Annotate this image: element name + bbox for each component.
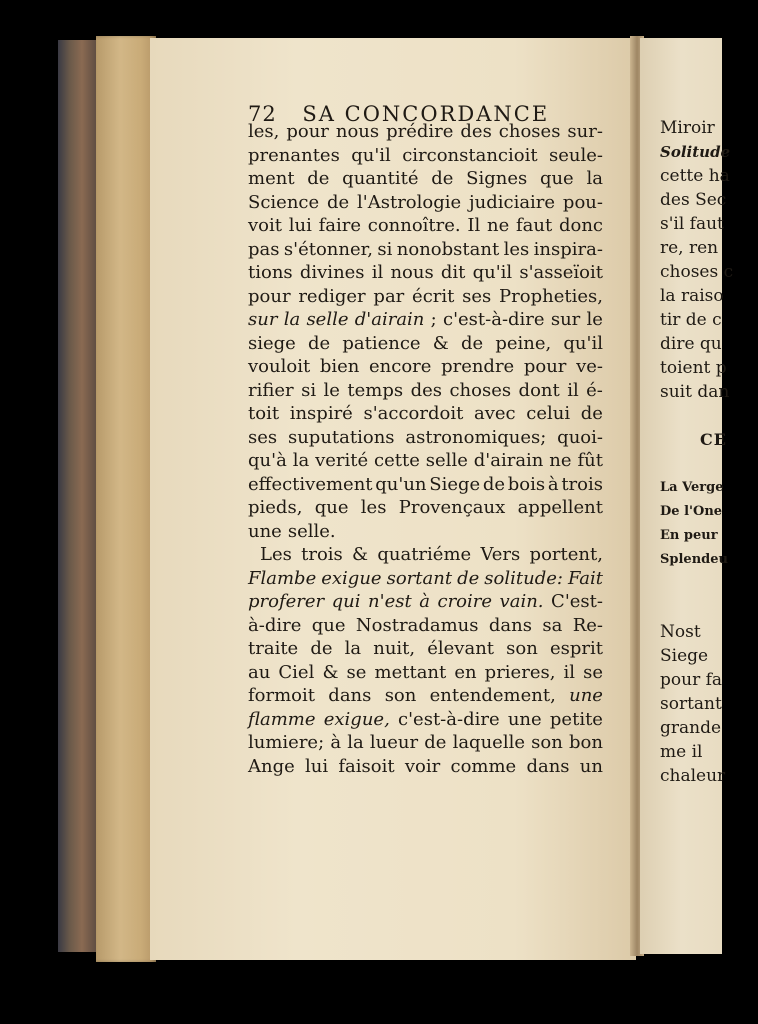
- right-page-text: [660, 116, 740, 788]
- word: s'asseïoit: [519, 262, 603, 283]
- word: si: [301, 379, 317, 401]
- word: pour: [523, 356, 567, 377]
- word: Signes: [466, 168, 528, 189]
- word: sur: [248, 309, 278, 330]
- word: flamme: [248, 708, 316, 730]
- word: de: [457, 567, 480, 589]
- word: Fait: [567, 567, 603, 589]
- word: il: [563, 661, 576, 683]
- word: les: [360, 497, 387, 518]
- word: il: [371, 262, 384, 283]
- word: qu'il: [563, 332, 603, 354]
- word: de: [307, 168, 330, 189]
- word: lueur: [369, 732, 419, 753]
- word: bien: [319, 356, 360, 377]
- word: &: [322, 661, 339, 683]
- word: à: [547, 473, 559, 495]
- word: bon: [568, 732, 603, 753]
- word: appellent: [517, 497, 603, 518]
- right-text-line: dire qu: [660, 334, 722, 354]
- word: nuit,: [373, 638, 416, 659]
- word: proferer: [248, 591, 325, 612]
- word: de: [308, 332, 331, 354]
- word: Nostradamus: [355, 614, 479, 636]
- word: lui: [288, 215, 312, 236]
- word: solitude:: [484, 567, 563, 589]
- word: les: [503, 238, 530, 260]
- word: bois: [507, 473, 546, 495]
- word: d'airain: [354, 309, 425, 330]
- word: voir: [404, 755, 441, 777]
- word: selle: [306, 309, 349, 330]
- word: qu'à: [248, 450, 287, 471]
- word: son: [506, 638, 538, 659]
- word: sur-: [567, 121, 603, 142]
- word: ne: [549, 450, 572, 471]
- word: selle.: [287, 520, 336, 542]
- right-text-line: choses c: [660, 262, 734, 282]
- right-text-line: De l'One: [660, 504, 723, 519]
- word: seule-: [549, 144, 603, 166]
- word: prendre: [441, 356, 515, 377]
- text-line: [248, 238, 603, 262]
- word: à: [330, 732, 342, 753]
- right-text-line: pour fa: [660, 670, 723, 690]
- word: Propheties,: [499, 285, 603, 307]
- text-line: [248, 285, 603, 309]
- word: une: [507, 708, 542, 730]
- word: vouloit: [248, 356, 311, 377]
- word: donc: [558, 215, 603, 236]
- right-text-line: Splendeu: [660, 552, 728, 567]
- word: faisoit: [338, 755, 395, 777]
- word: astronomiques;: [405, 426, 547, 448]
- word: des: [410, 379, 442, 401]
- word: rediger: [298, 285, 366, 307]
- text-line: [248, 379, 603, 403]
- word: un: [579, 755, 603, 777]
- word: il: [567, 379, 579, 401]
- word: Les: [260, 544, 292, 565]
- word: mettant: [374, 661, 447, 683]
- text-line: [248, 167, 603, 191]
- word: les,: [248, 121, 280, 142]
- word: toit: [248, 403, 280, 424]
- word: dans: [488, 614, 532, 636]
- word: entendement,: [429, 685, 556, 706]
- line-spacer: [660, 452, 740, 476]
- word: se: [583, 661, 603, 683]
- text-line: [248, 614, 603, 638]
- word: é-: [586, 379, 603, 401]
- right-text-line: Nost: [660, 622, 701, 642]
- word: par: [373, 285, 405, 307]
- word: écrit: [412, 285, 455, 307]
- word: se: [346, 661, 367, 683]
- text-line: [248, 731, 603, 755]
- word: celui: [526, 403, 571, 424]
- word: ses: [462, 285, 492, 307]
- right-text-line: tir de c: [660, 310, 722, 330]
- text-line: [248, 402, 603, 426]
- word: ment: [248, 168, 295, 189]
- word: ses: [248, 426, 278, 448]
- text-line: [248, 261, 603, 285]
- word: choses: [449, 379, 512, 401]
- word: élevant: [427, 638, 495, 659]
- word: quantité: [342, 168, 419, 189]
- word: n'est: [368, 591, 412, 612]
- word: encore: [369, 356, 432, 377]
- word: la: [283, 309, 301, 330]
- word: qu'un: [375, 473, 427, 495]
- word: son: [531, 732, 563, 753]
- text-line: [248, 332, 603, 356]
- word: patience: [342, 332, 421, 354]
- text-line: [248, 191, 603, 215]
- word: si: [377, 238, 393, 260]
- word: c'est-à-dire: [398, 708, 500, 730]
- text-line: [248, 684, 603, 708]
- book-spine-edge: [58, 40, 98, 952]
- word: croire: [437, 591, 493, 612]
- word: Il: [467, 215, 481, 236]
- word: de: [580, 403, 603, 424]
- word: Flambe: [248, 567, 317, 589]
- word: connoître.: [367, 215, 461, 236]
- word: pieds,: [248, 497, 303, 518]
- right-text-line: suit dan: [660, 382, 730, 402]
- right-text-line: CE: [700, 430, 727, 449]
- text-line: [248, 473, 603, 497]
- word: nous: [390, 262, 434, 283]
- word: que: [311, 614, 346, 636]
- right-text-line: cette ha: [660, 166, 730, 186]
- word: de: [310, 638, 333, 659]
- word: ;: [430, 309, 437, 330]
- word: verité: [315, 450, 369, 471]
- line-spacer: [660, 596, 740, 620]
- word: sortant: [386, 567, 453, 589]
- line-spacer: [660, 404, 740, 428]
- word: de: [327, 191, 350, 213]
- right-text-line: toient p: [660, 358, 727, 378]
- word: pas: [248, 238, 280, 260]
- word: formoit: [248, 685, 315, 706]
- text-line: [248, 426, 603, 450]
- word: voit: [248, 215, 282, 236]
- word: portent,: [529, 544, 603, 565]
- text-line: [248, 355, 603, 379]
- word: son: [384, 685, 417, 706]
- word: Vers: [480, 544, 521, 565]
- word: d'airain: [473, 450, 544, 471]
- text-line: [248, 708, 603, 732]
- word: nonobstant: [396, 238, 500, 260]
- text-line: [248, 637, 603, 661]
- word: pour: [248, 285, 291, 307]
- word: suputations: [287, 426, 395, 448]
- word: la: [347, 732, 364, 753]
- word: en: [454, 661, 477, 683]
- text-line: [248, 449, 603, 473]
- word: nous: [335, 121, 380, 142]
- word: l'Astrologie: [357, 191, 462, 213]
- word: Science: [248, 191, 320, 213]
- word: avec: [473, 403, 516, 424]
- word: le: [323, 379, 340, 401]
- word: inspira-: [533, 238, 603, 260]
- word: qu'il: [351, 144, 391, 166]
- right-text-line: chaleur: [660, 766, 726, 786]
- word: quatriéme: [377, 544, 472, 565]
- word: trois: [301, 544, 343, 565]
- word: ve-: [576, 356, 603, 377]
- word: exigue,: [323, 708, 390, 730]
- word: exigue: [321, 567, 382, 589]
- text-line: [248, 496, 603, 520]
- word: quoi-: [557, 426, 603, 448]
- word: C'est-: [551, 591, 603, 612]
- right-text-line: La Verge: [660, 480, 724, 495]
- word: &: [352, 544, 369, 565]
- word: sa: [542, 614, 563, 636]
- right-text-line: des Sec: [660, 190, 727, 210]
- word: laquelle: [452, 732, 525, 753]
- word: effectivement: [248, 473, 373, 495]
- word: fût: [577, 450, 603, 471]
- text-line: [248, 590, 603, 614]
- text-line: [248, 214, 603, 238]
- word: des: [460, 121, 492, 142]
- word: Provençaux: [398, 497, 506, 518]
- word: que: [539, 168, 574, 189]
- word: cette: [374, 450, 420, 471]
- word: qui: [331, 591, 361, 612]
- word: lumiere;: [248, 732, 325, 753]
- right-text-line: re, ren: [660, 238, 719, 258]
- word: sur: [550, 309, 581, 330]
- text-line: [248, 120, 603, 144]
- page-number: 72: [248, 102, 277, 126]
- word: de: [460, 332, 484, 354]
- line-spacer: [660, 572, 740, 596]
- word: siege: [248, 332, 296, 354]
- word: qu'il: [472, 262, 513, 283]
- word: Siege: [429, 473, 481, 495]
- word: &: [432, 332, 449, 354]
- word: ne: [487, 215, 510, 236]
- word: s'accordoit: [363, 403, 464, 424]
- word: faut: [515, 215, 553, 236]
- word: Re-: [572, 614, 603, 636]
- text-line: [248, 567, 603, 591]
- right-text-line: Siege: [660, 646, 709, 666]
- word: une: [569, 685, 603, 706]
- word: divines: [299, 262, 365, 283]
- word: le: [586, 309, 603, 330]
- word: de: [424, 732, 447, 753]
- word: choses: [498, 121, 561, 142]
- right-text-line: la raiso: [660, 286, 724, 306]
- body-text: [248, 120, 603, 778]
- word: prenantes: [248, 144, 340, 166]
- word: à-dire: [248, 614, 302, 636]
- text-line: [248, 661, 603, 685]
- word: de: [482, 473, 506, 495]
- right-text-line: Solitude: [660, 143, 731, 161]
- right-text-line: grande: [660, 718, 722, 738]
- word: la: [586, 168, 603, 189]
- word: pour: [286, 121, 329, 142]
- word: lui: [305, 755, 329, 777]
- word: faire: [318, 215, 361, 236]
- word: comme: [450, 755, 517, 777]
- word: à: [419, 591, 430, 612]
- word: s'étonner,: [283, 238, 373, 260]
- word: dit: [440, 262, 466, 283]
- text-line: [248, 308, 603, 332]
- word: judiciaire: [469, 191, 556, 213]
- right-text-line: En peur: [660, 528, 718, 543]
- word: prieres,: [484, 661, 556, 683]
- word: pou-: [562, 191, 603, 213]
- text-line: [248, 543, 603, 567]
- word: dans: [526, 755, 570, 777]
- word: Ange: [248, 755, 295, 777]
- word: dans: [328, 685, 372, 706]
- right-text-line: Miroir: [660, 118, 715, 138]
- word: circonstancioit: [402, 144, 538, 166]
- word: la: [344, 638, 362, 659]
- word: rifier: [248, 379, 294, 401]
- word: Ciel: [278, 661, 315, 683]
- word: esprit: [549, 638, 603, 659]
- running-title: SA CONCORDANCE: [302, 102, 550, 126]
- word: vain.: [499, 591, 544, 612]
- word: que: [314, 497, 349, 518]
- right-text-line: sortant: [660, 694, 722, 714]
- word: dont: [518, 379, 560, 401]
- word: une: [248, 520, 282, 542]
- word: au: [248, 661, 271, 683]
- word: la: [292, 450, 310, 471]
- text-line: [248, 755, 603, 779]
- text-line: [248, 520, 603, 544]
- right-text-line: s'il faut: [660, 214, 724, 234]
- word: temps: [347, 379, 404, 401]
- word: prédire: [386, 121, 454, 142]
- word: traite: [248, 638, 299, 659]
- word: petite: [549, 708, 603, 730]
- word: c'est-à-dire: [442, 309, 545, 330]
- word: peine,: [495, 332, 552, 354]
- text-line: [248, 144, 603, 168]
- word: tions: [248, 262, 293, 283]
- word: inspiré: [289, 403, 353, 424]
- word: de: [431, 168, 454, 189]
- word: trois: [561, 473, 603, 495]
- word: selle: [425, 450, 468, 471]
- right-text-line: me il: [660, 742, 703, 762]
- page-block-edge: [96, 36, 156, 962]
